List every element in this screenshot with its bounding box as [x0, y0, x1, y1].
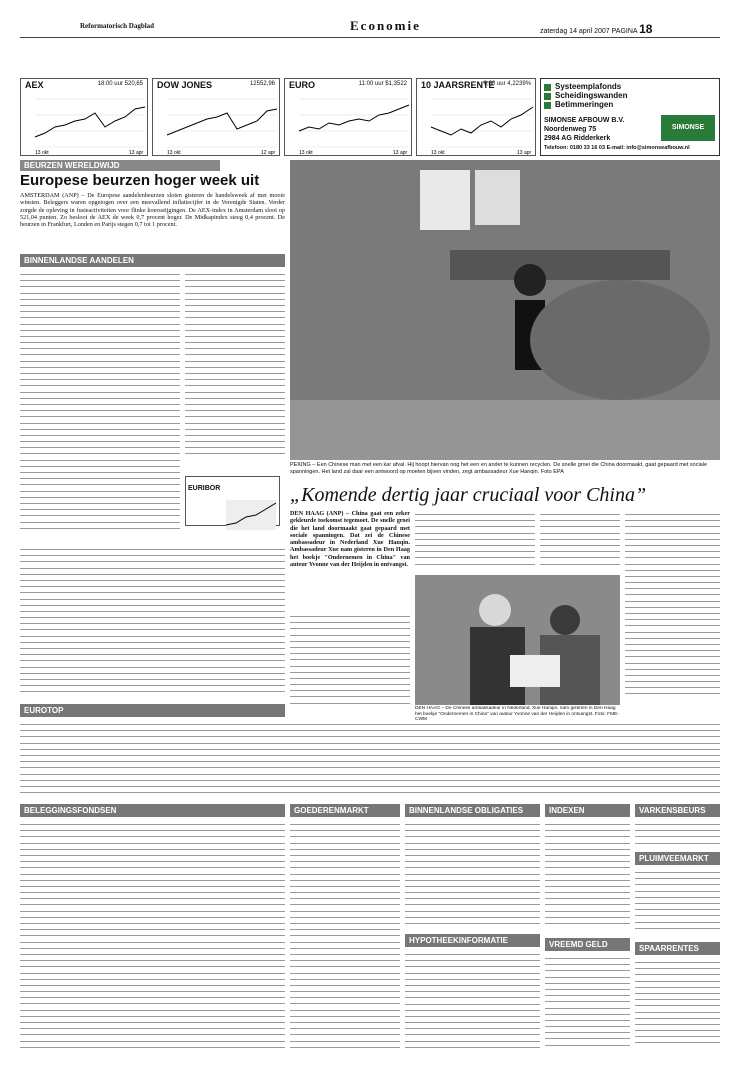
- section-obligaties: BINNENLANDSE OBLIGATIES: [405, 804, 540, 817]
- section-varkens: VARKENSBEURS: [635, 804, 720, 817]
- fondsen-table: [20, 820, 285, 1056]
- svg-text:13 okt: 13 okt: [431, 150, 445, 155]
- aex-line: [21, 91, 147, 155]
- section-binnenland: BINNENLANDSE AANDELEN: [20, 254, 285, 267]
- simonse-logo: SIMONSE: [661, 115, 715, 141]
- svg-text:12 apr: 12 apr: [261, 150, 276, 155]
- article-2-lead: DEN HAAG (ANP) – China gaat een zeker gekleurde toekomst tegemoet. De snelle groei die het land doormaakt gaat gepaard met sociale spanningen. Dat zei de Chinese ambassadeur in Nederland Xue Hanqin. Ambassadeur Xue nam gisteren in Den Haag het boekje "Ondernemen in China" van auteur Yvonne van der Heijden in ontvangst.: [290, 510, 410, 569]
- article-1-body: AMSTERDAM (ANP) – De Europese aandelenbeurzen sloten gisteren de handelsweek af met mooie winsten. Beleggers waren opgetogen over een meevallend inflatiecijfer in de Verenigde Staten. Verder zorgde de opleving in fusieactiviteiten voor flinke koersstijgingen. De AEX-index in Amsterdam sloot op 521,04 punten. Zo besloot de AEX de week 0,7 procent hoger. De Midkapindex steeg 0,4 procent. De beurzen in Frankfurt, Londen en Parijs stegen 0,7 tot 1 procent.: [20, 192, 285, 229]
- section-valuta: VREEMD GELD: [545, 938, 630, 951]
- section-fondsen: BELEGGINGSFONDSEN: [20, 804, 285, 817]
- simonse-ad[interactable]: Systeemplafonds Scheidingswanden Betimmeringen SIMONSE AFBOUW B.V. Noordenweg 75 2984 AG Ridderkerk SIMONSE Telefoon: 0180 33 16 03 E-mail: info@simonseafbouw.nl: [540, 78, 720, 156]
- section-pluimvee: PLUIMVEEMARKT: [635, 852, 720, 865]
- photo-1-caption: PEKING – Een Chinese man met een kar afval. Hij hoopt hiervan nog het een en ander te kunnen recyclen. De snelle groei die China doormaakt, gaat gepaard met sociale spanningen. Het land zal daar een antwoord op moeten bijven vinden, zegt ambassadeur Xue Hanqin. Foto EPA: [290, 462, 708, 475]
- section-eurotop: EUROTOP: [20, 704, 285, 717]
- headline-1: Europese beurzen hoger week uit: [20, 172, 260, 189]
- euribor-chart: EURIBOR: [185, 476, 280, 526]
- svg-text:13 okt: 13 okt: [167, 150, 181, 155]
- kicker: BEURZEN WERELDWIJD: [20, 160, 220, 171]
- svg-text:13 apr: 13 apr: [393, 150, 408, 155]
- aex-chart: AEX 18:00 uur 520,65 13 okt 13 apr: [20, 78, 148, 156]
- photo-peking: [290, 160, 720, 460]
- paper-name: Reformatorisch Dagblad: [80, 22, 155, 30]
- photo-ambassador: [415, 575, 620, 705]
- headline-2: „Komende dertig jaar cruciaal voor China”: [290, 484, 647, 506]
- section-title: Economie: [350, 18, 421, 33]
- eurotop-table: [20, 720, 720, 800]
- overig-table: [20, 545, 285, 700]
- page-header: [20, 8, 720, 38]
- page-date: zaterdag 14 april 2007 PAGINA 18: [540, 22, 653, 36]
- photo-2-caption: DEN HAAG – De Chinese ambassadeur in Nederland, Xue Hanqin, nam gisteren in Den Haag het boekje "Ondernemen in China" van auteur Yvonne van der Heijden in ontvangst. Foto: FME-CWM: [415, 706, 619, 720]
- euro-chart: EURO 11:00 uur $1,3522 13 okt 13 apr: [284, 78, 412, 156]
- svg-text:13 apr: 13 apr: [517, 150, 532, 155]
- section-hypotheek: HYPOTHEEKINFORMATIE: [405, 934, 540, 947]
- svg-text:13 apr: 13 apr: [129, 150, 144, 155]
- section-indexen: INDEXEN: [545, 804, 630, 817]
- side-table: [185, 270, 285, 470]
- section-sparen: SPAARRENTES: [635, 942, 720, 955]
- section-goederen: GOEDERENMARKT: [290, 804, 400, 817]
- rente-chart: 10 JAARSRENTE 0,00 uur 4,2239% 13 okt 13 apr: [416, 78, 536, 156]
- svg-text:13 okt: 13 okt: [299, 150, 313, 155]
- dow-chart: DOW JONES 12552,96 13 okt 12 apr: [152, 78, 280, 156]
- stocks-table: [20, 270, 180, 538]
- svg-text:13 okt: 13 okt: [35, 150, 49, 155]
